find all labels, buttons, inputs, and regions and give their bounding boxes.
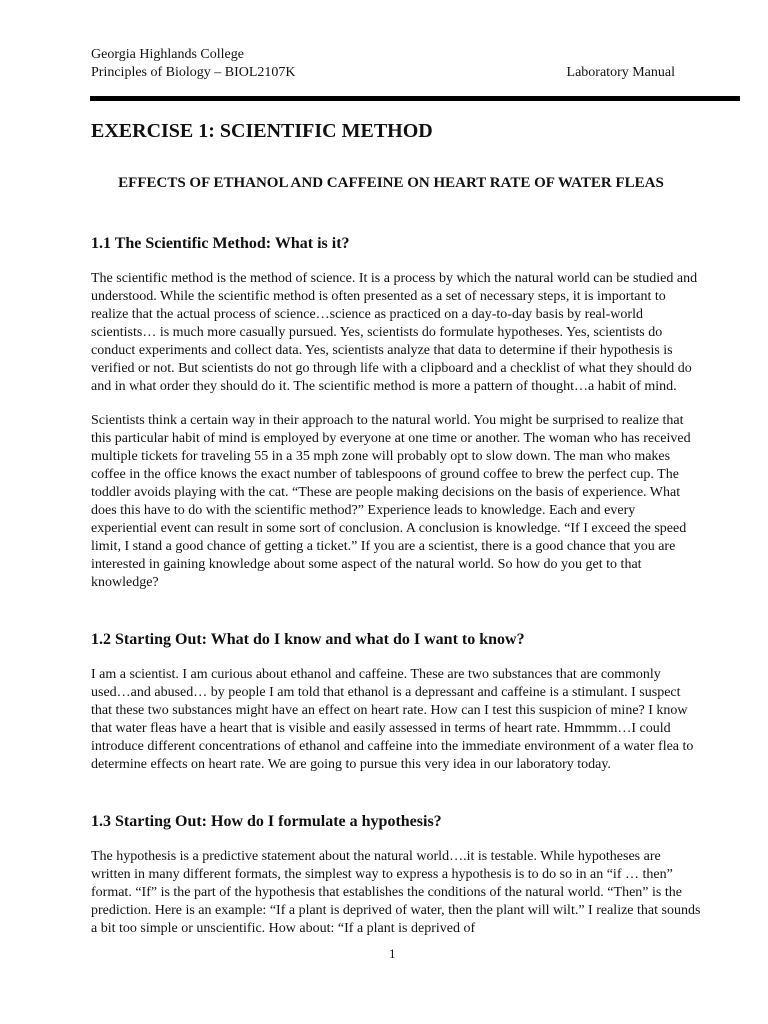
- exercise-subtitle: EFFECTS OF ETHANOL AND CAFFEINE ON HEART RATE OF WATER FLEAS: [118, 175, 664, 191]
- section-paragraph: The scientific method is the method of science. It is a process by which the natural world can be studied and understood. While the scientific method is often presented as a set of necessary steps, it is important to realize that the actual process of science…science as practiced on a day-to-day basis by real-world scientists… is much more casually pursued. Yes, scientists do formulate hypotheses. Yes, scientists do conduct experiments and collect data. Yes, scientists analyze that data to determine if their hypothesis is verified or not. But scientists do not go through life with a clipboard and a checklist of what they should do and in what order they should do it. The scientific method is more a pattern of thought…a habit of mind.: [91, 271, 698, 394]
- section-paragraph: Scientists think a certain way in their approach to the natural world. You might be surprised to realize that this particular habit of mind is employed by everyone at one time or another. The woman who has received multiple tickets for traveling 55 in a 35 mph zone will probably opt to slow down. The man who makes coffee in the office knows the exact number of tablespoons of ground coffee to brew the perfect cup. The toddler avoids playing with the cat. “These are people making decisions on the basis of experience. What does this have to do with the scientific method?” Experience leads to knowledge. Each and every experiential event can result in some sort of conclusion. A conclusion is knowledge. “If I exceed the speed limit, I stand a good chance of getting a ticket.” If you are a scientist, there is a good chance that you are interested in gaining knowledge about some aspect of the natural world. So how do you get to that knowledge?: [91, 413, 691, 590]
- section-1-1: [91, 234, 703, 608]
- section-1-3: [91, 812, 703, 954]
- section-heading: 1.1 The Scientific Method: What is it?: [91, 235, 350, 252]
- section-1-2: [91, 630, 703, 790]
- header-rule: [90, 96, 740, 101]
- institution-name: Georgia Highlands College: [91, 47, 244, 62]
- section-heading: 1.2 Starting Out: What do I know and what do I want to know?: [91, 631, 525, 648]
- page-number: 1: [389, 946, 396, 961]
- exercise-title: EXERCISE 1: SCIENTIFIC METHOD: [91, 120, 433, 142]
- page-header: [91, 46, 691, 82]
- section-heading: 1.3 Starting Out: How do I formulate a hypothesis?: [91, 813, 442, 830]
- manual-label: Laboratory Manual: [566, 65, 675, 80]
- section-paragraph: I am a scientist. I am curious about ethanol and caffeine. These are two substances that are commonly used…and abused… by people I am told that ethanol is a depressant and caffeine is a stimulant. I suspect that these two substances might have an effect on heart rate. How can I test this suspicion of mine? I know that water fleas have a heart that is visible and easily assessed in terms of heart rate. Hmmmm…I could introduce different concentrations of ethanol and caffeine into the immediate environment of a water flea to determine effects on heart rate. We are going to pursue this very idea in our laboratory today.: [91, 667, 694, 772]
- section-paragraph: The hypothesis is a predictive statement about the natural world….it is testable. While hypotheses are written in many different formats, the simplest way to express a hypothesis is to do so in an “if … then” format. “If” is the part of the hypothesis that establishes the conditions of the natural world. “Then” is the prediction. Here is an example: “If a plant is deprived of water, then the plant will wilt.” I realize that sounds a bit too simple or unscientific. How about: “If a plant is deprived of: [91, 849, 701, 936]
- course-name: Principles of Biology – BIOL2107K: [91, 65, 296, 80]
